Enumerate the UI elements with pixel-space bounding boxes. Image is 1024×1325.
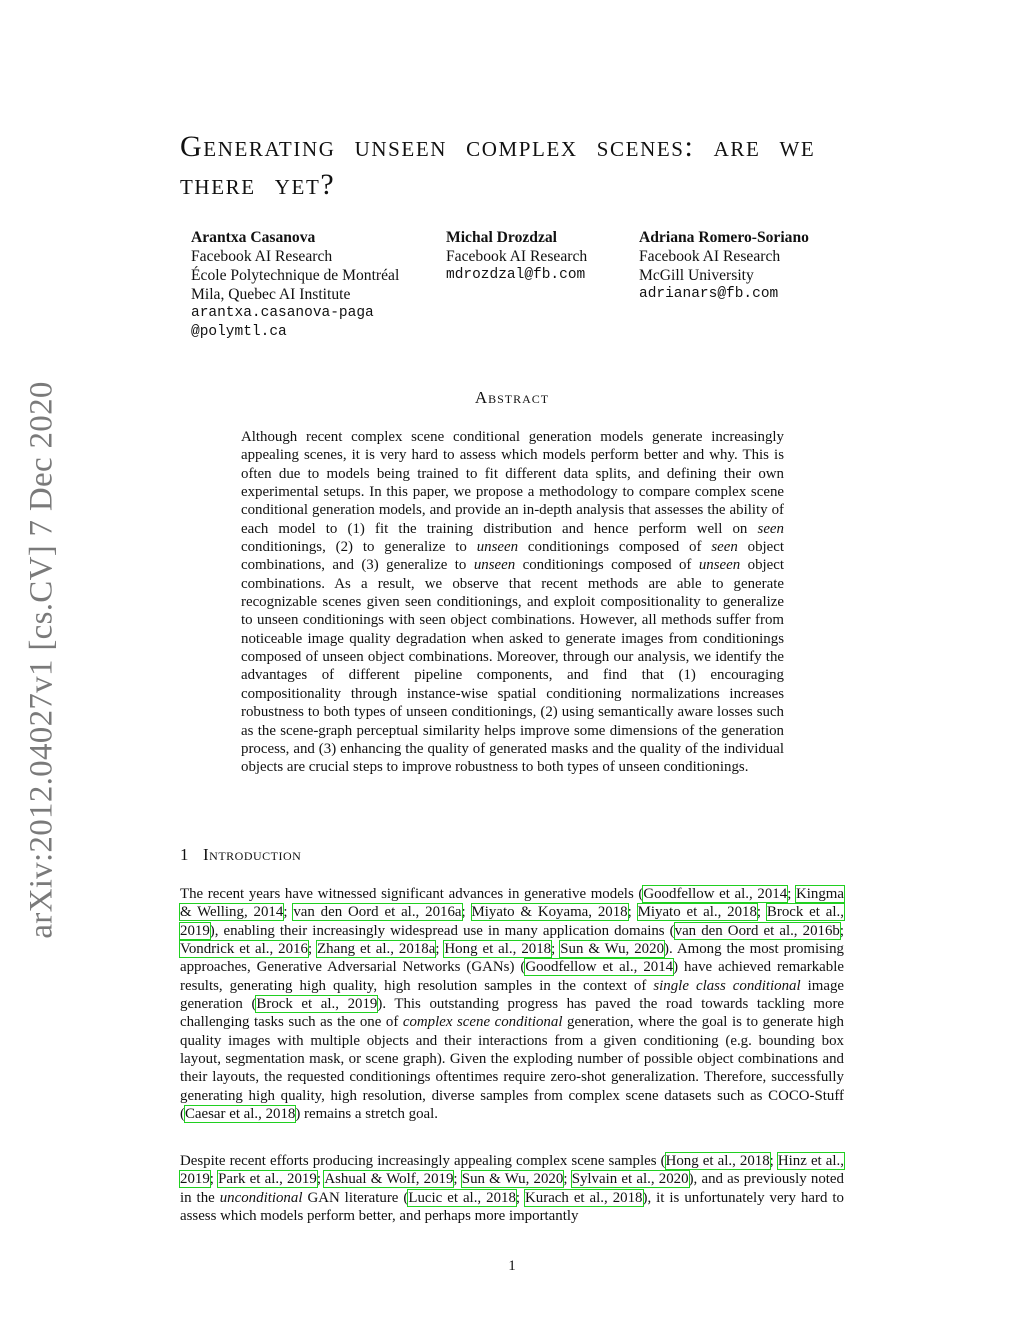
intro-paragraph-2 — [180, 1152, 844, 1225]
text-run: ; — [283, 904, 294, 921]
citation-link[interactable]: Goodfellow et al., 2014 — [525, 959, 674, 976]
citation-link[interactable]: Miyato et al., 2018 — [637, 904, 757, 921]
text-run: GAN literature ( — [302, 1189, 409, 1206]
author-affiliation: École Polytechnique de Montréal — [191, 267, 400, 284]
emphasis-text: unconditional — [219, 1189, 303, 1206]
citation-link[interactable]: Goodfellow et al., 2014 — [643, 886, 788, 902]
author-name: Adriana Romero-Soriano — [639, 229, 809, 246]
citation-link[interactable]: Sun & Wu, 2020 — [461, 1171, 564, 1188]
text-run: ; — [627, 904, 638, 921]
section-title: Introduction — [203, 845, 302, 864]
page-number: 1 — [508, 1258, 516, 1274]
citation-link[interactable]: Vondrick et al., 2016 — [180, 941, 308, 958]
text-run: Although recent complex scene conditional generation models generate increasingly appealing scenes, it is very hard to assess which models perform better and why. This is often due to models being trained to fit different data splits, and defining their own experimental setups. In this paper, we propose a methodology to compare complex scene conditional generation models, and provide an in-depth analysis that assesses the ability of each model to (1) fit the training distribution and hence perform well on — [241, 429, 784, 537]
text-run: ), and as previously noted in the — [180, 1171, 844, 1206]
text-run: ). Among the most promising approaches, Generative Adversarial Networks (GANs) ( — [180, 941, 844, 976]
text-run: image generation ( — [180, 977, 845, 1013]
intro-paragraph-1 — [180, 885, 844, 1123]
text-run: generation, where the goal is to generate high quality images with multiple objects and their interactions from a given conditioning (e.g. bounding box layout, segmentation mask, or scene graph). Given the exploding number of possible object combinations and their layouts, the requested conditionings oftentimes require zero-shot generalization. Therefore, successfully generating high quality, high resolution, diverse samples from complex scene datasets such as COCO-Stuff ( — [180, 1014, 845, 1123]
text-run: conditionings composed of — [518, 539, 712, 556]
author-affiliation: Facebook AI Research — [446, 248, 588, 265]
author-block-3 — [639, 228, 809, 304]
text-run: ), enabling their increasingly widespread use in many application domains ( — [209, 922, 675, 939]
emphasis-text: unseen — [473, 557, 516, 574]
text-run: object combinations, and (3) generalize to — [241, 539, 785, 574]
emphasis-text: seen — [711, 539, 738, 556]
author-email: adrianars@fb.com — [639, 286, 779, 302]
citation-link[interactable]: Zhang et al., 2018a — [317, 941, 436, 958]
author-affiliation: Facebook AI Research — [639, 248, 781, 265]
emphasis-text: single class conditional — [653, 977, 801, 994]
citation-link[interactable]: van den Oord et al., 2016a — [293, 904, 462, 921]
abstract-heading: Abstract — [474, 388, 550, 407]
text-run: ; — [453, 1171, 462, 1188]
emphasis-text: unseen — [476, 539, 519, 556]
text-run: ; — [551, 941, 561, 958]
paper-title: Generating unseen complex scenes: are we there yet? — [180, 130, 816, 201]
text-run: Despite recent efforts producing increasingly appealing complex scene samples ( — [180, 1153, 666, 1169]
citation-link[interactable]: Sylvain et al., 2020 — [571, 1171, 689, 1188]
citation-link[interactable]: Ashual & Wolf, 2019 — [324, 1171, 454, 1188]
author-block-2 — [446, 228, 587, 285]
citation-link[interactable]: Miyato & Koyama, 2018 — [471, 904, 628, 921]
text-run: ; — [461, 904, 472, 921]
text-run: ) remains a stretch goal. — [295, 1106, 439, 1123]
citation-link[interactable]: Park et al., 2019 — [218, 1171, 317, 1188]
text-run: ; — [769, 1153, 778, 1169]
citation-link[interactable]: Hong et al., 2018 — [444, 941, 552, 958]
abstract-body — [241, 428, 784, 777]
text-run: ; — [307, 941, 318, 958]
citation-link[interactable]: Kurach et al., 2018 — [525, 1189, 643, 1206]
text-run: ; — [839, 922, 844, 939]
citation-link[interactable]: Brock et al., 2019 — [256, 996, 378, 1013]
text-run: ). This outstanding progress has paved the road towards tackling more challenging tasks such as the one of — [180, 996, 845, 1031]
author-affiliation: Mila, Quebec AI Institute — [191, 286, 351, 303]
text-run: ; — [563, 1171, 572, 1188]
citation-link[interactable]: Caesar et al., 2018 — [184, 1106, 296, 1123]
text-run: object combinations. As a result, we observe that recent methods are able to generate recognizable scenes given seen conditionings, and exploit compositionality to generalize to unseen conditionings with seen object combinations. However, all methods suffer from noticeable image quality degradation when asked to generate images from conditionings composed of unseen object combinations. Moreover, through our analysis, we identify the advantages of different pipeline components, and find that (1) encouraging compositionality through instance-wise spatial conditioning normalizations increases robustness to both types of unseen conditionings, (2) using semantically aware losses such as the scene-graph perceptual similarity helps improve some dimensions of the generation process, and (3) enhancing the quality of generated masks and the quality of the individual objects are crucial steps to improve robustness to both types of unseen conditionings. — [241, 557, 785, 776]
citation-link[interactable]: Sun & Wu, 2020 — [560, 941, 665, 958]
emphasis-text: complex scene conditional — [402, 1014, 563, 1031]
author-affiliation: McGill University — [639, 267, 754, 284]
text-run: ; — [435, 941, 445, 958]
text-run: ; — [316, 1171, 325, 1188]
text-run: ; — [756, 904, 767, 921]
author-email: @polymtl.ca — [191, 324, 287, 340]
author-email: mdrozdzal@fb.com — [446, 267, 586, 283]
citation-link[interactable]: Lucic et al., 2018 — [408, 1189, 516, 1206]
emphasis-text: seen — [757, 520, 784, 537]
arxiv-identifier: arXiv:2012.04027v1 [cs.CV] 7 Dec 2020 — [23, 381, 60, 939]
text-run: ; — [209, 1171, 219, 1188]
text-run: ; — [515, 1189, 526, 1206]
author-name: Arantxa Casanova — [191, 229, 316, 246]
citation-link[interactable]: Hinz et al., 2019 — [180, 1153, 844, 1188]
text-run: ) have achieved remarkable results, generating high quality, high resolution samples in the context of — [180, 959, 844, 994]
citation-link[interactable]: Hong et al., 2018 — [665, 1153, 770, 1169]
emphasis-text: unseen — [698, 557, 741, 574]
author-email: arantxa.casanova-paga — [191, 305, 374, 321]
citation-link[interactable]: Kingma & Welling, 2014 — [180, 886, 844, 921]
section-number: 1 — [180, 845, 189, 864]
text-run: conditionings, (2) to generalize to — [241, 539, 477, 556]
author-name: Michal Drozdzal — [446, 229, 558, 246]
text-run: ; — [787, 886, 797, 902]
arxiv-sidebar-stamp — [22, 360, 62, 960]
section-heading — [180, 845, 301, 865]
citation-link[interactable]: Brock et al., 2019 — [180, 904, 844, 939]
author-block-1 — [191, 228, 399, 342]
text-run: ), it is unfortunately very hard to assess which models perform better, and perhaps more importantly — [180, 1189, 844, 1225]
text-run: conditionings composed of — [515, 557, 699, 574]
citation-link[interactable]: van den Oord et al., 2016b — [674, 922, 840, 939]
author-affiliation: Facebook AI Research — [191, 248, 333, 265]
text-run: The recent years have witnessed significant advances in generative models ( — [180, 886, 644, 902]
